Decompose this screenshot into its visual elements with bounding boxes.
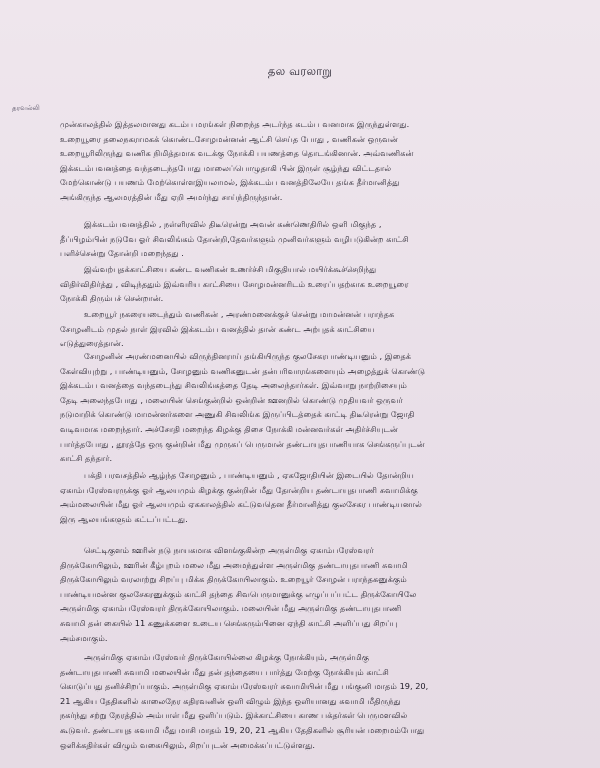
paragraph bbox=[60, 543, 548, 645]
text-line: இவ்வற்புதக்காட்சியை கண்ட வணிகன் உணர்ச்சி மிகுதியால் மயிர்க்கூச்செறிந்து bbox=[84, 264, 377, 274]
text-line: சுவாமி தன் கையில் 11 கணுக்களை உடைய செங்கரும்பினை ஏந்தி காட்சி அளிப்பது சிறப்பு bbox=[60, 617, 398, 628]
text-line: செட்டிகுளம் ஊரின் நடு நாயகமாக விளங்குகின்ற அருள்மிகு ஏகாம்பரேஸ்வரர் bbox=[84, 545, 374, 555]
text-line: நகர்ந்து சற்று நேரத்தில் அம்பாள் மீது ஒளிப்படும். இக்காட்சியை காண பக்தர்கள் பெருமளவில் bbox=[60, 710, 408, 721]
text-line: அருள்மிகு ஏகாம்பரேஸ்வரர் திருக்கோயிலாகும். மலையின் மீது அருள்மிகு தண்டாயுதபாணி bbox=[60, 603, 402, 614]
margin-handwriting: தரவல்லி bbox=[12, 104, 40, 112]
page-title: தல வரலாறு bbox=[267, 64, 333, 78]
text-line: எடுத்துரைத்தான். bbox=[60, 338, 124, 349]
text-line: ஒளிக்கதிர்கள் விழும் வகையிலும், சிறப்புடன் அமைக்கப்பட்டுள்ளது. bbox=[60, 739, 315, 750]
text-line: சோழனின் அரண்மனையில் விருந்தினராய் தங்கியிருந்த குலசேகரபாண்டியனும் , இதைக் bbox=[84, 351, 412, 361]
text-line: உறையூர் நகரையடைந்தும் வணிகன் , அரண்மனைக்குச் சென்று மாமன்னன் பராந்தக bbox=[84, 309, 395, 319]
paragraph bbox=[60, 307, 548, 351]
paragraph bbox=[60, 349, 548, 466]
text-line: திருக்கோயிலும் வரலாற்று சிறப்பு மிக்க திருக்கோயிலாகும். உறையூர் சோழன் பராந்தகனுக்கும் bbox=[60, 574, 407, 585]
text-line: அம்மலையின் மீது ஓர் ஆலயமும் ஏககாலத்தில் கட்டுவதென தீர்மானித்து குலசேகர பாண்டியனால் bbox=[60, 499, 422, 510]
paragraph bbox=[60, 468, 548, 526]
text-line: கூடுவர். தண்டாயுத சுவாமி மீது மாசி மாதம் 19, 20, 21 ஆகிய தேதிகளில் சூரியன் மறைமம்போது bbox=[60, 724, 425, 735]
text-line: இக்கடம்பவனத்தை வந்தடைந்தபோது மாலைப்பொழுதாகி பின் இருள் சூழ்ந்து விட்டதால் bbox=[60, 162, 392, 173]
text-line: உறையூரிலிருந்து வணிக நிமித்தமாக வடக்கு நோக்கி பயணத்தை தொடங்கினான். அவ்வணிகன் bbox=[60, 148, 414, 159]
text-line: அருள்மிகு ஏகாம்பரேஸ்வர் திருக்கோயில்லை கிழக்கு நோக்கியும், அருள்மிகு bbox=[84, 652, 370, 662]
text-line: தேடி அலைந்தபோது , மலையின் செங்குன்றில் ஒன்றின் ஊனறில் கொண்டு முதியவர் ஒருவர் bbox=[60, 394, 403, 405]
paragraph bbox=[60, 262, 548, 306]
text-line: விதிர்விதிர்த்து , விடிந்ததும் இவ்வரிய காட்சியை சோழமன்னரிடம் உரைப்பதற்காக உறையூரை bbox=[60, 278, 409, 289]
text-line: கொடுப்பது தனிச்சிறப்பாகும். அருள்மிகு ஏகாம்பரேஸ்வரர் சுவாமியின் மீது பங்குனி மாதம் 19, 20, bbox=[60, 681, 429, 692]
text-line: 21 ஆகிய தேதிகளில் காலைநேர கதிரவனின் ஒளி விழும் இந்த ஒளியானது சுவாமி மீதிருந்து bbox=[60, 695, 401, 706]
text-line: திருக்கோயிலும், ஊரின் கீழ்புறம் மலை மீது அமைந்துள்ள அருள்மிகு தண்டாயுதபாணி சுவாமி bbox=[60, 559, 408, 570]
text-line: மேற்கொண்டு பயணம் மேற்கொள்ளஇயலாமல், இக்கடம்ப வனத்திலேயே தங்க தீர்மானித்து bbox=[60, 177, 400, 188]
text-line: இரு ஆலயங்களும் கட்டப்பட்டது. bbox=[60, 513, 188, 524]
text-line: நோக்கி திரும்பச் சென்றான். bbox=[60, 293, 164, 304]
text-line: ஏகாம்பரேஸ்வரருக்கு ஓர் ஆலயமும் கிழக்கு குன்றின் மீது தோன்றிய தண்டாயுதபாணி சுவாமிக்கு bbox=[60, 484, 418, 495]
text-line: பக்தி பரவசத்தில் ஆழ்ந்த சோழனும் , பாண்டியனும் , ஏகஜோதியின் இடையில் தோன்றிய bbox=[84, 470, 414, 480]
text-line: இக்கடம்பவனத்தில் , நள்ளிரவில் திடீரென்று அவன் கண்ணெதிரில் ஒளி மிகுந்த , bbox=[84, 219, 382, 229]
text-line: நடுமாறிக் கொண்டு மாமன்னர்களை அணுகி சிவலிங்க இருப்பிடத்தைக் காட்டி திடீரென்று ஜோதி bbox=[60, 409, 415, 420]
text-line: கேள்வியுற்று , பாண்டியனும், சோழனும் வணிகனுடன் தன்பரிவாரங்களையும் அழைத்துக் கொண்டு bbox=[60, 365, 426, 376]
paragraph bbox=[60, 217, 548, 261]
text-line: அங்கிருந்த ஆலமரத்தின் மீது ஏறி அமர்ந்து சாய்ந்திருந்தான். bbox=[60, 191, 283, 202]
text-line: பாண்டியமன்ன குலசேகரனுக்கும் காட்சி தந்தை சிவபெருமானுக்கு எழுப்பப்பட்ட திருக்கோயிலே bbox=[60, 588, 417, 599]
paragraph bbox=[60, 650, 548, 752]
text-line: முன்காலத்தில் இத்தலமானது கடம்ப மரங்கள் நிறைந்த அடர்ந்த கடம்ப வனமாக இருந்துள்ளது. bbox=[60, 119, 410, 129]
text-line: வடிவமாக மறைந்தார். அச்சோதி மறைந்த கிழக்கு திசை நோக்கி மன்னவர்கள் அதிர்ச்சியுடன் bbox=[60, 423, 398, 434]
text-line: அம்சமாகும். bbox=[60, 632, 108, 643]
text-line: பார்த்தபோது , தூரத்தே ஒரு குன்றின் மீது முருகப் பெருமான் தண்டாயுதபாணியாக செங்கருப்புடன் bbox=[60, 438, 425, 449]
text-line: சோழனிடம் முதல் நாள் இரவில் இக்கடம்ப வனத்தில் தான் கண்ட அற்புதக் காட்சியை bbox=[60, 323, 375, 334]
text-line: உறையூரை தலைநகராமகக் கொண்டசோழமன்னன் ஆட்சி செய்த போது , வணிகன் ஒருவன் bbox=[60, 133, 398, 144]
paragraph bbox=[60, 117, 548, 205]
text-line: தீப்பிழம்பின் நடுவே ஓர் சிவலிங்கம் தோன்றி,தேவர்களும் முனிவர்களும் வழிபடுகின்ற காட்சி bbox=[60, 233, 409, 244]
text-line: இக்கடம்ப வனத்தை வந்தடைந்து சிவலிங்கத்தை தேடி அலைந்தார்கள். இவ்வாறு நாற்றிசையும் bbox=[60, 380, 407, 391]
text-line: தண்டாயுதபாணி சுவாமி மலையின் மீது தன் தந்தையை பார்த்து மேற்கு நோக்கியும் காட்சி bbox=[60, 666, 389, 677]
text-line: பளிச்சென்று தோன்றி மறைந்தது . bbox=[60, 248, 184, 259]
text-line: காட்சி தந்தார். bbox=[60, 453, 113, 464]
